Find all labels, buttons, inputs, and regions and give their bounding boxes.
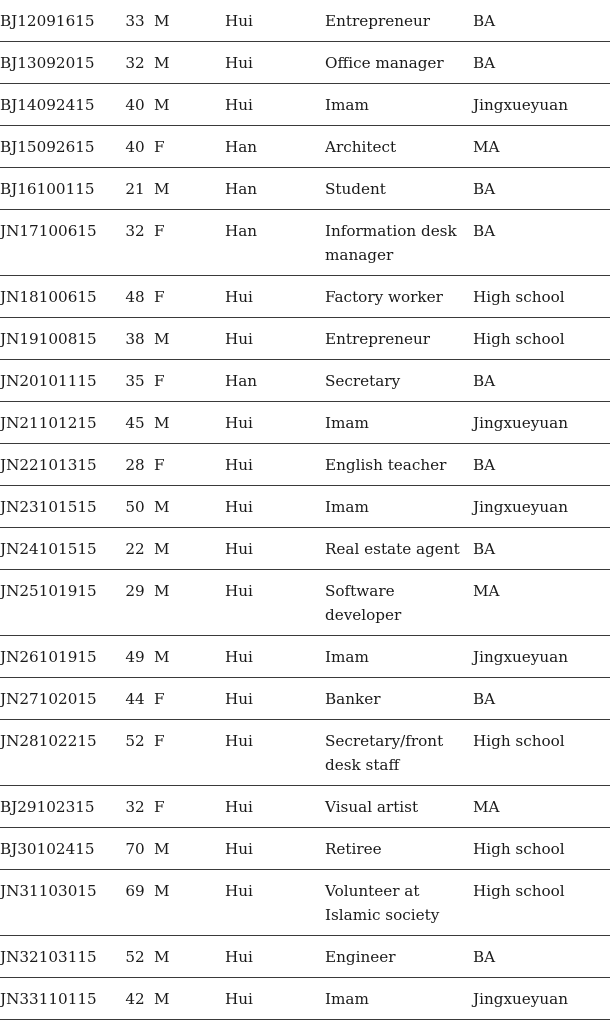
participant-id-cell: BJ29102315 — [0, 786, 116, 828]
ethnicity-cell: Hui — [225, 276, 325, 318]
ethnicity-cell: Hui — [225, 444, 325, 486]
table-row — [0, 870, 610, 936]
age-cell: 42 — [116, 978, 154, 1020]
occupation-cell: Real estate agent — [325, 528, 473, 570]
ethnicity-cell: Hui — [225, 870, 325, 936]
education-cell: BA — [473, 528, 610, 570]
education-cell: BA — [473, 678, 610, 720]
participant-id-cell: BJ13092015 — [0, 42, 116, 84]
table-row — [0, 402, 610, 444]
occupation-cell: Information desk manager — [325, 210, 473, 276]
participant-id-cell: JN20101115 — [0, 360, 116, 402]
occupation-cell: Imam — [325, 486, 473, 528]
ethnicity-cell: Hui — [225, 828, 325, 870]
education-cell: MA — [473, 786, 610, 828]
occupation-cell: English teacher — [325, 444, 473, 486]
sex-cell: F — [154, 126, 225, 168]
occupation-cell: Software developer — [325, 570, 473, 636]
sex-cell: M — [154, 402, 225, 444]
table-row — [0, 0, 610, 42]
occupation-cell: Banker — [325, 678, 473, 720]
education-cell: High school — [473, 828, 610, 870]
age-cell: 70 — [116, 828, 154, 870]
sex-cell: M — [154, 168, 225, 210]
sex-cell: F — [154, 360, 225, 402]
sex-cell: M — [154, 318, 225, 360]
occupation-cell: Factory worker — [325, 276, 473, 318]
ethnicity-cell: Han — [225, 210, 325, 276]
age-cell: 38 — [116, 318, 154, 360]
education-cell: BA — [473, 168, 610, 210]
table-row — [0, 786, 610, 828]
sex-cell: M — [154, 84, 225, 126]
table-row — [0, 570, 610, 636]
ethnicity-cell: Hui — [225, 84, 325, 126]
participant-id-cell: BJ12091615 — [0, 0, 116, 42]
education-cell: Jingxueyuan — [473, 486, 610, 528]
ethnicity-cell: Hui — [225, 402, 325, 444]
table-row — [0, 210, 610, 276]
sex-cell: F — [154, 210, 225, 276]
age-cell: 49 — [116, 636, 154, 678]
table-row — [0, 528, 610, 570]
occupation-cell: Entrepreneur — [325, 318, 473, 360]
sex-cell: F — [154, 276, 225, 318]
ethnicity-cell: Hui — [225, 0, 325, 42]
age-cell: 33 — [116, 0, 154, 42]
ethnicity-cell: Han — [225, 126, 325, 168]
table-row — [0, 678, 610, 720]
sex-cell: M — [154, 636, 225, 678]
age-cell: 44 — [116, 678, 154, 720]
participant-id-cell: JN17100615 — [0, 210, 116, 276]
sex-cell: M — [154, 42, 225, 84]
education-cell: Jingxueyuan — [473, 84, 610, 126]
sex-cell: M — [154, 486, 225, 528]
occupation-cell: Engineer — [325, 936, 473, 978]
occupation-cell: Retiree — [325, 828, 473, 870]
age-cell: 45 — [116, 402, 154, 444]
sex-cell: M — [154, 870, 225, 936]
participant-id-cell: JN21101215 — [0, 402, 116, 444]
ethnicity-cell: Hui — [225, 528, 325, 570]
age-cell: 28 — [116, 444, 154, 486]
age-cell: 22 — [116, 528, 154, 570]
sex-cell: M — [154, 978, 225, 1020]
ethnicity-cell: Hui — [225, 978, 325, 1020]
table-row — [0, 126, 610, 168]
age-cell: 52 — [116, 936, 154, 978]
education-cell: Jingxueyuan — [473, 978, 610, 1020]
participant-id-cell: JN33110115 — [0, 978, 116, 1020]
education-cell: BA — [473, 42, 610, 84]
participant-id-cell: JN25101915 — [0, 570, 116, 636]
age-cell: 40 — [116, 84, 154, 126]
table-row — [0, 318, 610, 360]
table-row — [0, 360, 610, 402]
ethnicity-cell: Hui — [225, 42, 325, 84]
age-cell: 40 — [116, 126, 154, 168]
sex-cell: M — [154, 528, 225, 570]
ethnicity-cell: Han — [225, 168, 325, 210]
education-cell: MA — [473, 570, 610, 636]
occupation-cell: Volunteer at Islamic society — [325, 870, 473, 936]
table-row — [0, 636, 610, 678]
education-cell: BA — [473, 444, 610, 486]
occupation-cell: Architect — [325, 126, 473, 168]
education-cell: High school — [473, 276, 610, 318]
occupation-cell: Office manager — [325, 42, 473, 84]
occupation-cell: Entrepreneur — [325, 0, 473, 42]
sex-cell: F — [154, 444, 225, 486]
education-cell: High school — [473, 318, 610, 360]
participant-id-cell: JN27102015 — [0, 678, 116, 720]
age-cell: 29 — [116, 570, 154, 636]
sex-cell: F — [154, 786, 225, 828]
ethnicity-cell: Hui — [225, 678, 325, 720]
sex-cell: M — [154, 828, 225, 870]
participant-id-cell: BJ14092415 — [0, 84, 116, 126]
age-cell: 50 — [116, 486, 154, 528]
participant-id-cell: BJ15092615 — [0, 126, 116, 168]
sex-cell: F — [154, 720, 225, 786]
education-cell: BA — [473, 0, 610, 42]
ethnicity-cell: Hui — [225, 636, 325, 678]
sex-cell: M — [154, 0, 225, 42]
occupation-cell: Imam — [325, 402, 473, 444]
participant-id-cell: BJ30102415 — [0, 828, 116, 870]
table-row — [0, 444, 610, 486]
table-row — [0, 720, 610, 786]
participant-id-cell: BJ16100115 — [0, 168, 116, 210]
participant-id-cell: JN26101915 — [0, 636, 116, 678]
age-cell: 35 — [116, 360, 154, 402]
education-cell: High school — [473, 870, 610, 936]
education-cell: Jingxueyuan — [473, 402, 610, 444]
ethnicity-cell: Hui — [225, 318, 325, 360]
ethnicity-cell: Hui — [225, 720, 325, 786]
occupation-cell: Imam — [325, 84, 473, 126]
education-cell: BA — [473, 360, 610, 402]
age-cell: 52 — [116, 720, 154, 786]
participant-id-cell: JN24101515 — [0, 528, 116, 570]
table-row — [0, 168, 610, 210]
participant-id-cell: JN19100815 — [0, 318, 116, 360]
age-cell: 32 — [116, 210, 154, 276]
table-row — [0, 42, 610, 84]
table-row — [0, 276, 610, 318]
participant-id-cell: JN32103115 — [0, 936, 116, 978]
education-cell: BA — [473, 210, 610, 276]
occupation-cell: Visual artist — [325, 786, 473, 828]
table-row — [0, 936, 610, 978]
ethnicity-cell: Han — [225, 360, 325, 402]
sex-cell: M — [154, 936, 225, 978]
table-row — [0, 486, 610, 528]
table-row — [0, 84, 610, 126]
age-cell: 32 — [116, 786, 154, 828]
table-row — [0, 978, 610, 1020]
ethnicity-cell: Hui — [225, 486, 325, 528]
occupation-cell: Student — [325, 168, 473, 210]
age-cell: 69 — [116, 870, 154, 936]
ethnicity-cell: Hui — [225, 570, 325, 636]
ethnicity-cell: Hui — [225, 936, 325, 978]
education-cell: MA — [473, 126, 610, 168]
age-cell: 32 — [116, 42, 154, 84]
age-cell: 21 — [116, 168, 154, 210]
sex-cell: M — [154, 570, 225, 636]
participant-id-cell: JN18100615 — [0, 276, 116, 318]
participant-id-cell: JN22101315 — [0, 444, 116, 486]
participant-id-cell: JN31103015 — [0, 870, 116, 936]
age-cell: 48 — [116, 276, 154, 318]
occupation-cell: Secretary/front desk staff — [325, 720, 473, 786]
occupation-cell: Imam — [325, 636, 473, 678]
occupation-cell: Imam — [325, 978, 473, 1020]
education-cell: Jingxueyuan — [473, 636, 610, 678]
table-row — [0, 828, 610, 870]
occupation-cell: Secretary — [325, 360, 473, 402]
participant-id-cell: JN28102215 — [0, 720, 116, 786]
education-cell: BA — [473, 936, 610, 978]
sex-cell: F — [154, 678, 225, 720]
participant-id-cell: JN23101515 — [0, 486, 116, 528]
education-cell: High school — [473, 720, 610, 786]
ethnicity-cell: Hui — [225, 786, 325, 828]
